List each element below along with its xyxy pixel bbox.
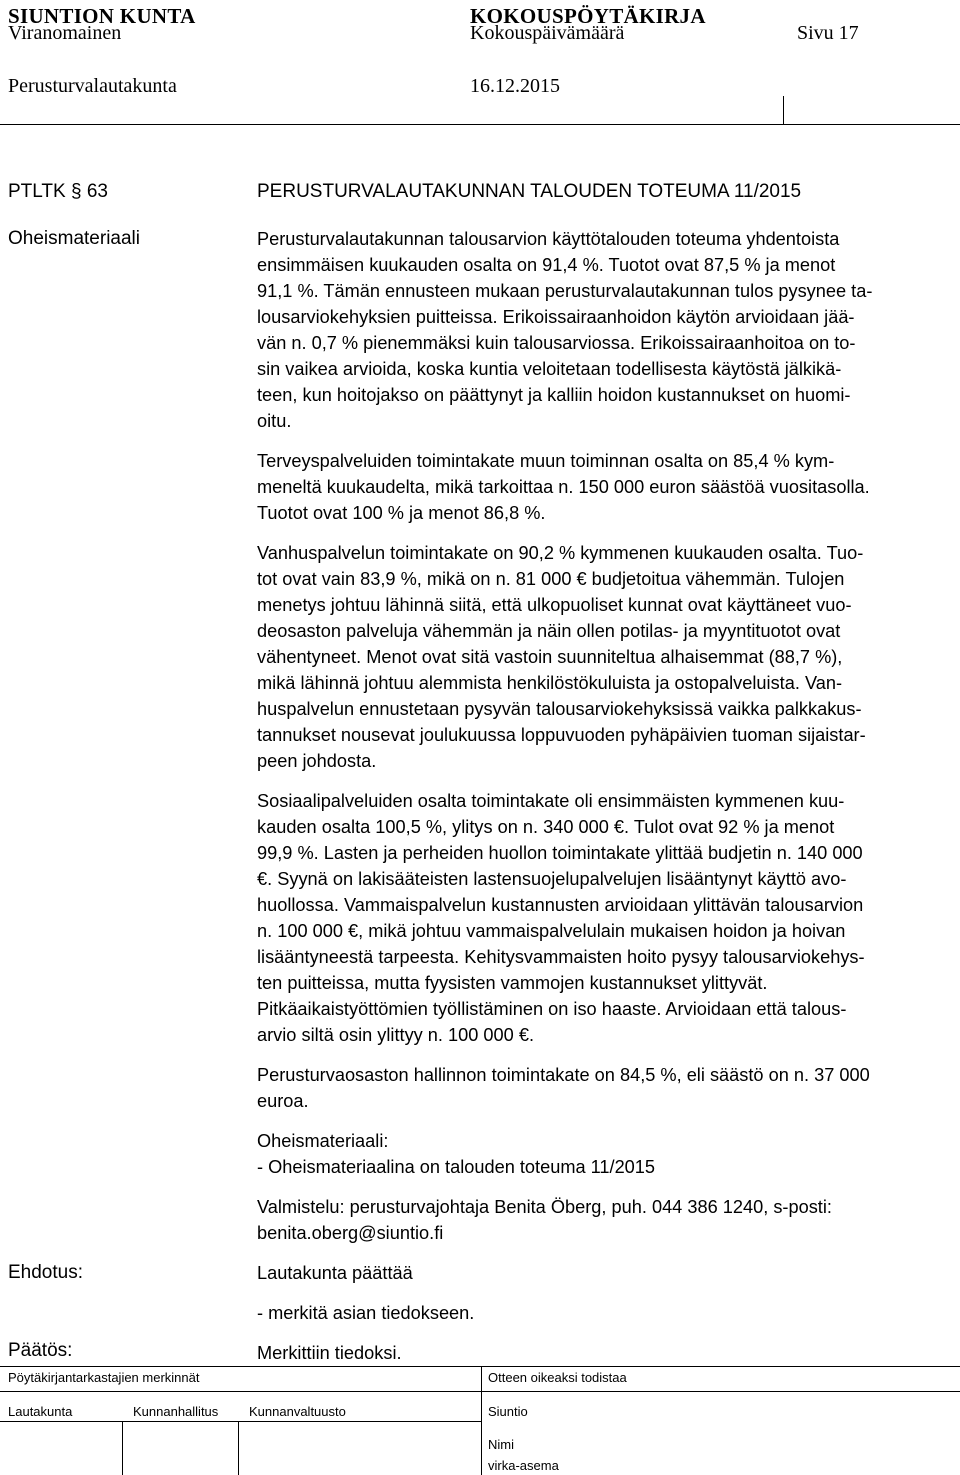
body-text [257, 226, 952, 1366]
footer-signature-line [0, 1421, 481, 1422]
paragraph-health-services: Terveyspalveluiden toimintakate muun toiminnan osalta on 85,4 % kym- meneltä kuukaudelta, mikä tarkoittaa n. 150 000 euron säästöä vuositasolla. Tuotot ovat 100 % ja menot 86,8 %. [257, 451, 870, 523]
proposal-label: Ehdotus: [8, 1262, 83, 1283]
section-code: PTLTK § 63 [8, 181, 108, 202]
paragraph-total-outcome: Perusturvalautakunnan talousarvion käyttötalouden toteuma yhdentoista ensimmäisen kuukauden osalta on 91,4 %. Tuotot ovat 87,5 % ja menot 91,1 %. Tämän ennusteen mukaan perusturvalautakunnan tulos pysynee ta- lousarviokehyksien puitteissa. Erikoissairaanhoidon käytön arvioidaan jää- vän n. 0,7 % pienemmäksi kuin talousarviossa. Erikoissairaanhoitoa on to- sin vaikea arvioida, koska kuntia veloitetaan todellisesta käytöstä jälkikä- teen, kun hoitojakso on päättynyt ja kalliin hoidon kustannukset on huomi- oitu. [257, 229, 873, 431]
org-name: SIUNTION KUNTA [8, 4, 196, 28]
footer-col-municipal-board: Kunnanhallitus [133, 1404, 219, 1419]
preparer-info: Valmistelu: perusturvajohtaja Benita Öberg, puh. 044 386 1240, s-posti: benita.oberg@siuntio.fi [257, 1197, 832, 1243]
board-decides: Lautakunta päättää [257, 1263, 413, 1283]
proposal-item: - merkitä asian tiedokseen. [257, 1303, 475, 1323]
attachment-heading: Oheismateriaali: [257, 1131, 389, 1151]
footer-center-divider [481, 1366, 482, 1475]
date-value: 16.12.2015 [470, 75, 560, 97]
checkers-label: Pöytäkirjantarkastajien merkinnät [8, 1370, 200, 1385]
footer-place: Siuntio [488, 1404, 528, 1419]
decision-label: Päätös: [8, 1340, 73, 1361]
doc-type: KOKOUSPÖYTÄKIRJA [470, 4, 706, 28]
footer-col-board: Lautakunta [8, 1404, 73, 1419]
paragraph-administration: Perusturvaosaston hallinnon toimintakate on 84,5 %, eli säästö on n. 37 000 euroa. [257, 1065, 870, 1111]
footer-divider-1 [122, 1421, 123, 1475]
section-title: PERUSTURVALAUTAKUNNAN TALOUDEN TOTEUMA 11/2015 [257, 181, 802, 202]
certified-label: Otteen oikeaksi todistaa [488, 1370, 627, 1385]
footer-name-label: Nimi [488, 1437, 514, 1452]
footer-mid-line [0, 1391, 960, 1392]
paragraph-elderly-services: Vanhuspalvelun toimintakate on 90,2 % kymmenen kuukauden osalta. Tuo- tot ovat vain 83,9 %, mikä on n. 81 000 € budjetoitua vähemmän. Tulojen menetys johtuu lähinnä siitä, että ulkopuoliset kunnat ovat käyttäneet vuo- deosaston palveluja vähemmän ja näin ollen potilas- ja myyntituotot ovat vähentyneet. Menot ovat sitä vastoin suunniteltua alhaisemmat (88,7 %), mikä lähinnä johtuu alemmista henkilöstökuluista ja ostopalveluista. Van- huspalvelun ennustetaan pysyvän talousarviokehyksissä vaikka palkkakus- tannukset nousevat joulukuussa loppuvuoden pyhäpäivien tuoman sijaistar- peen johdosta. [257, 543, 866, 771]
footer-divider-2 [238, 1421, 239, 1475]
attachment-item: - Oheismateriaalina on talouden toteuma 11/2015 [257, 1157, 656, 1177]
attachment-label: Oheismateriaali [8, 228, 140, 249]
footer-title-label: virka-asema [488, 1458, 559, 1473]
footer-top-line [0, 1366, 960, 1367]
page-number: Sivu 17 [797, 22, 859, 44]
header-tick [783, 96, 784, 124]
paragraph-social-services: Sosiaalipalveluiden osalta toimintakate oli ensimmäisten kymmenen kuu- kauden osalta 100,5 %, ylitys on n. 340 000 €. Tulot ovat 92 % ja menot 99,9 %. Lasten ja perheiden huollon toimintakate ylittää budjetin n. 140 000 €. Syynä on lakisääteisten lastensuojelupalvelujen lisääntynyt käyttö avo- huollossa. Vammaispalvelun kustannusten arvioidaan ylittävän talousarvion n. 100 000 €, mikä johtuu vammaispalvelulain mukaisen hoidon ja hoivan lisääntyneestä tarpeesta. Kehitysvammaisten hoito pysyy talousarviokehys- ten puitteissa, mutta fyysisten vammojen kustannukset ylittyvät. Pitkäaikaistyöttömien työllistäminen on iso haaste. Arvioidaan että talous- arvio siltä osin ylittyy n. 100 000 €. [257, 791, 865, 1045]
footer-col-council: Kunnanvaltuusto [249, 1404, 346, 1419]
header-divider [0, 124, 960, 125]
date-label: Kokouspäivämäärä [470, 22, 625, 44]
decision-text: Merkittiin tiedoksi. [257, 1343, 402, 1363]
authority-label: Viranomainen [8, 22, 122, 44]
authority-value: Perusturvalautakunta [8, 75, 177, 97]
